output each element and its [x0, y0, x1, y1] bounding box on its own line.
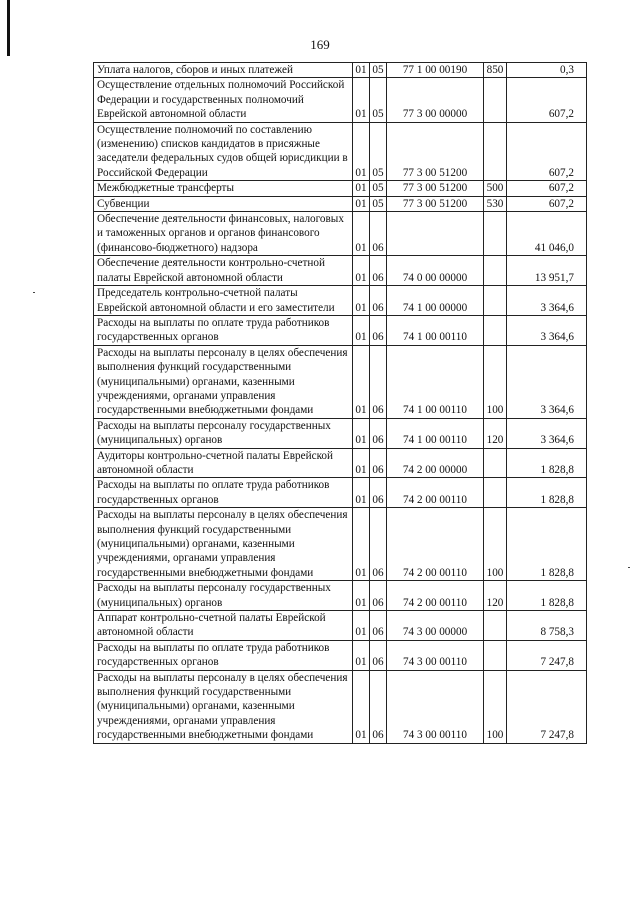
subsection-code: 06 [370, 611, 387, 641]
item-name: Расходы на выплаты по оплате труда работников государственных органов [94, 640, 353, 670]
target-article-code: 77 1 00 00190 [387, 63, 484, 78]
expense-type-code [484, 611, 507, 641]
section-code: 01 [353, 478, 370, 508]
subsection-code: 06 [370, 286, 387, 316]
item-name: Расходы на выплаты персоналу государственных (муниципальных) органов [94, 581, 353, 611]
amount: 41 046,0 [507, 212, 587, 256]
amount: 1 828,8 [507, 508, 587, 581]
expense-type-code [484, 256, 507, 286]
target-article-code: 74 3 00 00000 [387, 611, 484, 641]
subsection-code: 06 [370, 670, 387, 743]
table-row [94, 478, 587, 508]
item-name: Расходы на выплаты персоналу в целях обеспечения выполнения функций государственными (муниципальными) органами, казенными учреждениями, органами управления государственными внебюджетными фондами [94, 345, 353, 418]
amount: 607,2 [507, 122, 587, 181]
table-row [94, 448, 587, 478]
expense-type-code [484, 640, 507, 670]
item-name: Расходы на выплаты персоналу государственных (муниципальных) органов [94, 418, 353, 448]
subsection-code: 06 [370, 448, 387, 478]
table-row [94, 256, 587, 286]
amount: 3 364,6 [507, 286, 587, 316]
subsection-code: 06 [370, 508, 387, 581]
scan-speck [33, 292, 35, 293]
amount: 3 364,6 [507, 418, 587, 448]
section-code: 01 [353, 78, 370, 122]
section-code: 01 [353, 63, 370, 78]
subsection-code: 05 [370, 181, 387, 196]
amount: 13 951,7 [507, 256, 587, 286]
page-number: 169 [310, 37, 330, 52]
table-row [94, 286, 587, 316]
target-article-code [387, 212, 484, 256]
expense-type-code [484, 315, 507, 345]
table-row [94, 78, 587, 122]
target-article-code: 77 3 00 51200 [387, 181, 484, 196]
expense-type-code: 100 [484, 508, 507, 581]
section-code: 01 [353, 181, 370, 196]
scan-speck [628, 567, 630, 568]
subsection-code: 06 [370, 640, 387, 670]
item-name: Осуществление полномочий по составлению (изменению) списков кандидатов в присяжные заседатели федеральных судов общей юрисдикции в Российской Федерации [94, 122, 353, 181]
section-code: 01 [353, 256, 370, 286]
subsection-code: 05 [370, 78, 387, 122]
amount: 7 247,8 [507, 640, 587, 670]
amount: 607,2 [507, 196, 587, 211]
item-name: Аудиторы контрольно-счетной палаты Еврейской автономной области [94, 448, 353, 478]
expense-type-code: 530 [484, 196, 507, 211]
target-article-code: 74 1 00 00000 [387, 286, 484, 316]
section-code: 01 [353, 212, 370, 256]
subsection-code: 05 [370, 63, 387, 78]
target-article-code: 74 2 00 00110 [387, 478, 484, 508]
target-article-code: 74 1 00 00110 [387, 418, 484, 448]
section-code: 01 [353, 670, 370, 743]
expense-type-code: 120 [484, 581, 507, 611]
expense-type-code: 850 [484, 63, 507, 78]
expense-type-code [484, 78, 507, 122]
subsection-code: 06 [370, 212, 387, 256]
item-name: Расходы на выплаты персоналу в целях обеспечения выполнения функций государственными (муниципальными) органами, казенными учреждениями, органами управления государственными внебюджетными фондами [94, 508, 353, 581]
item-name: Председатель контрольно-счетной палаты Еврейской автономной области и его заместители [94, 286, 353, 316]
expense-type-code: 100 [484, 670, 507, 743]
section-code: 01 [353, 640, 370, 670]
item-name: Расходы на выплаты по оплате труда работников государственных органов [94, 315, 353, 345]
subsection-code: 05 [370, 122, 387, 181]
target-article-code: 74 2 00 00110 [387, 581, 484, 611]
target-article-code: 77 3 00 51200 [387, 122, 484, 181]
table-row [94, 345, 587, 418]
item-name: Осуществление отдельных полномочий Российской Федерации и государственных полномочий Еврейской автономной области [94, 78, 353, 122]
table-row [94, 670, 587, 743]
item-name: Аппарат контрольно-счетной палаты Еврейской автономной области [94, 611, 353, 641]
subsection-code: 05 [370, 196, 387, 211]
table-row [94, 181, 587, 196]
target-article-code: 74 3 00 00110 [387, 670, 484, 743]
expense-type-code: 500 [484, 181, 507, 196]
table-row [94, 508, 587, 581]
table-row [94, 196, 587, 211]
item-name: Обеспечение деятельности контрольно-счетной палаты Еврейской автономной области [94, 256, 353, 286]
table-row [94, 63, 587, 78]
amount: 8 758,3 [507, 611, 587, 641]
target-article-code: 77 3 00 51200 [387, 196, 484, 211]
table-row [94, 611, 587, 641]
section-code: 01 [353, 508, 370, 581]
item-name: Субвенции [94, 196, 353, 211]
amount: 0,3 [507, 63, 587, 78]
expense-type-code: 120 [484, 418, 507, 448]
expense-type-code [484, 448, 507, 478]
amount: 1 828,8 [507, 478, 587, 508]
target-article-code: 74 2 00 00110 [387, 508, 484, 581]
section-code: 01 [353, 345, 370, 418]
table-row [94, 418, 587, 448]
amount: 607,2 [507, 181, 587, 196]
table-row [94, 212, 587, 256]
section-code: 01 [353, 611, 370, 641]
section-code: 01 [353, 196, 370, 211]
section-code: 01 [353, 122, 370, 181]
item-name: Межбюджетные трансферты [94, 181, 353, 196]
expense-type-code [484, 212, 507, 256]
section-code: 01 [353, 315, 370, 345]
table-row [94, 315, 587, 345]
subsection-code: 06 [370, 581, 387, 611]
amount: 7 247,8 [507, 670, 587, 743]
amount: 607,2 [507, 78, 587, 122]
target-article-code: 74 3 00 00110 [387, 640, 484, 670]
budget-table [93, 62, 587, 744]
subsection-code: 06 [370, 345, 387, 418]
subsection-code: 06 [370, 315, 387, 345]
target-article-code: 74 2 00 00000 [387, 448, 484, 478]
table-row [94, 640, 587, 670]
amount: 1 828,8 [507, 448, 587, 478]
table-row [94, 122, 587, 181]
subsection-code: 06 [370, 256, 387, 286]
expense-type-code [484, 122, 507, 181]
section-code: 01 [353, 581, 370, 611]
amount: 1 828,8 [507, 581, 587, 611]
target-article-code: 74 0 00 00000 [387, 256, 484, 286]
section-code: 01 [353, 448, 370, 478]
item-name: Обеспечение деятельности финансовых, налоговых и таможенных органов и органов финансового (финансово-бюджетного) надзора [94, 212, 353, 256]
section-code: 01 [353, 286, 370, 316]
expense-type-code: 100 [484, 345, 507, 418]
budget-table-body [94, 63, 587, 744]
amount: 3 364,6 [507, 315, 587, 345]
subsection-code: 06 [370, 478, 387, 508]
item-name: Расходы на выплаты по оплате труда работников государственных органов [94, 478, 353, 508]
section-code: 01 [353, 418, 370, 448]
item-name: Расходы на выплаты персоналу в целях обеспечения выполнения функций государственными (муниципальными) органами, казенными учреждениями, органами управления государственными внебюджетными фондами [94, 670, 353, 743]
expense-type-code [484, 478, 507, 508]
table-row [94, 581, 587, 611]
amount: 3 364,6 [507, 345, 587, 418]
expense-type-code [484, 286, 507, 316]
target-article-code: 77 3 00 00000 [387, 78, 484, 122]
item-name: Уплата налогов, сборов и иных платежей [94, 63, 353, 78]
target-article-code: 74 1 00 00110 [387, 345, 484, 418]
subsection-code: 06 [370, 418, 387, 448]
target-article-code: 74 1 00 00110 [387, 315, 484, 345]
